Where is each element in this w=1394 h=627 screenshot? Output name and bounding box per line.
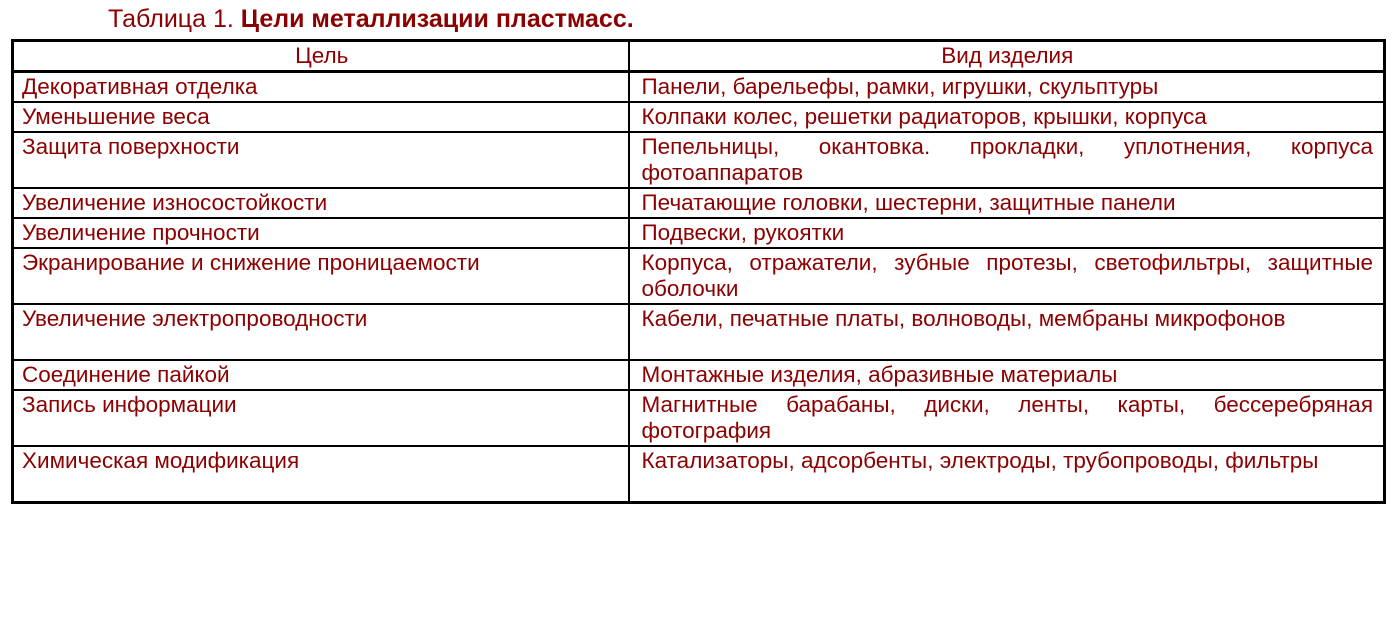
table-row [13, 304, 1385, 360]
product-cell: Монтажные изделия, абразивные материалы [629, 360, 1385, 390]
goal-cell: Декоративная отделка [13, 72, 629, 103]
goal-cell: Соединение пайкой [13, 360, 629, 390]
table-row [13, 248, 1385, 304]
product-cell: Катализаторы, адсорбенты, электроды, трубопроводы, фильтры [629, 446, 1385, 503]
product-cell: Колпаки колес, решетки радиаторов, крышки, корпуса [629, 102, 1385, 132]
metallization-goals-table [11, 39, 1386, 504]
column-header-goal: Цель [13, 41, 629, 72]
table-row [13, 218, 1385, 248]
table-caption [108, 4, 634, 34]
table-header-row [13, 41, 1385, 72]
product-cell: Корпуса, отражатели, зубные протезы, светофильтры, защитные оболочки [629, 248, 1385, 304]
goal-cell: Уменьшение веса [13, 102, 629, 132]
table-row [13, 72, 1385, 103]
goal-cell: Увеличение износостойкости [13, 188, 629, 218]
table-row [13, 390, 1385, 446]
product-cell: Пепельницы, окантовка. прокладки, уплотнения, корпуса фотоаппаратов [629, 132, 1385, 188]
goal-cell: Химическая модификация [13, 446, 629, 503]
goal-cell: Запись информации [13, 390, 629, 446]
table-row [13, 132, 1385, 188]
product-cell: Кабели, печатные платы, волноводы, мембраны микрофонов [629, 304, 1385, 360]
table-row [13, 360, 1385, 390]
caption-title: Цели металлизации пластмасс. [240, 5, 634, 33]
caption-prefix: Таблица 1. [108, 5, 241, 33]
column-header-product-type: Вид изделия [629, 41, 1385, 72]
goal-cell: Увеличение электропроводности [13, 304, 629, 360]
table-row [13, 446, 1385, 503]
goal-cell: Защита поверхности [13, 132, 629, 188]
table-row [13, 102, 1385, 132]
product-cell: Печатающие головки, шестерни, защитные панели [629, 188, 1385, 218]
product-cell: Панели, барельефы, рамки, игрушки, скульптуры [629, 72, 1385, 103]
product-cell: Подвески, рукоятки [629, 218, 1385, 248]
table-row [13, 188, 1385, 218]
goal-cell: Экранирование и снижение проницаемости [13, 248, 629, 304]
product-cell: Магнитные барабаны, диски, ленты, карты, бессеребряная фотография [629, 390, 1385, 446]
goal-cell: Увеличение прочности [13, 218, 629, 248]
